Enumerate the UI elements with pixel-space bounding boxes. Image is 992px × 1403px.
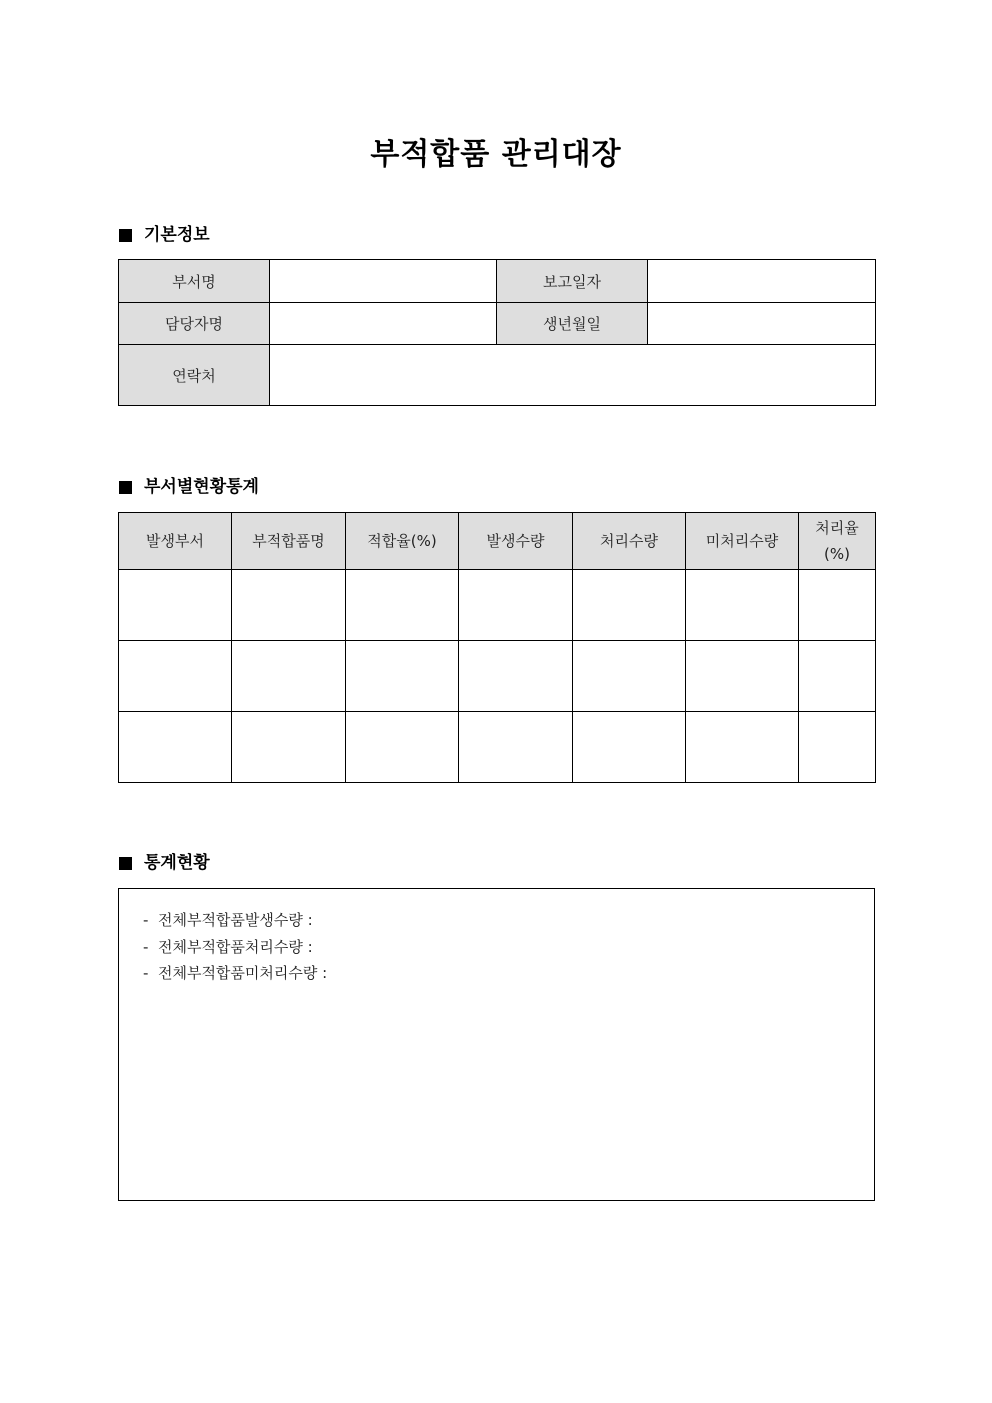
manager-label: 담당자명 <box>119 303 270 345</box>
table-cell[interactable] <box>346 641 459 712</box>
column-header-processing-rate: 처리율(%) <box>799 513 876 570</box>
table-cell[interactable] <box>346 570 459 641</box>
square-bullet-icon <box>119 857 132 870</box>
birth-date-label: 생년월일 <box>497 303 648 345</box>
summary-box[interactable] <box>118 888 875 1201</box>
report-date-label: 보고일자 <box>497 260 648 303</box>
dash-bullet: - <box>143 911 149 929</box>
summary-label: 전체부적합품처리수량 <box>157 937 303 956</box>
basic-info-table <box>118 259 876 406</box>
table-row <box>119 260 876 303</box>
column-header-item-name: 부적합품명 <box>232 513 346 570</box>
square-bullet-icon <box>119 229 132 242</box>
table-cell[interactable] <box>573 570 686 641</box>
separator: : <box>322 964 328 982</box>
section-heading-summary <box>119 851 210 875</box>
column-header-department: 발생부서 <box>119 513 232 570</box>
table-row <box>119 570 876 641</box>
table-row <box>119 303 876 345</box>
table-cell[interactable] <box>459 570 573 641</box>
summary-item-total-unprocessed <box>143 960 874 987</box>
table-cell[interactable] <box>119 712 232 783</box>
table-cell[interactable] <box>799 570 876 641</box>
separator: : <box>307 911 313 929</box>
section-heading-basic-info <box>119 223 210 247</box>
summary-item-total-occurrence <box>143 907 874 934</box>
report-date-field[interactable] <box>648 260 876 303</box>
table-cell[interactable] <box>119 570 232 641</box>
table-cell[interactable] <box>459 712 573 783</box>
table-cell[interactable] <box>799 641 876 712</box>
document-title: 부적합품 관리대장 <box>370 137 622 172</box>
table-cell[interactable] <box>346 712 459 783</box>
table-cell[interactable] <box>799 712 876 783</box>
table-cell[interactable] <box>232 570 346 641</box>
birth-date-field[interactable] <box>648 303 876 345</box>
table-cell[interactable] <box>232 712 346 783</box>
department-stats-table <box>118 512 876 783</box>
contact-field[interactable] <box>270 345 876 406</box>
summary-item-total-processed <box>143 934 874 961</box>
square-bullet-icon <box>119 481 132 494</box>
separator: : <box>307 937 313 956</box>
table-row <box>119 345 876 406</box>
dash-bullet: - <box>143 964 149 982</box>
department-label: 부서명 <box>119 260 270 303</box>
department-field[interactable] <box>270 260 497 303</box>
section-heading-text: 기본정보 <box>144 225 210 245</box>
table-cell[interactable] <box>232 641 346 712</box>
summary-label: 전체부적합품발생수량 <box>157 911 303 929</box>
column-header-occurrence-qty: 발생수량 <box>459 513 573 570</box>
table-cell[interactable] <box>573 712 686 783</box>
column-header-processed-qty: 처리수량 <box>573 513 686 570</box>
table-row <box>119 712 876 783</box>
section-heading-text: 부서별현황통계 <box>144 477 259 497</box>
table-cell[interactable] <box>686 712 799 783</box>
table-cell[interactable] <box>686 570 799 641</box>
column-header-unprocessed-qty: 미처리수량 <box>686 513 799 570</box>
table-header-row <box>119 513 876 570</box>
table-cell[interactable] <box>119 641 232 712</box>
section-heading-text: 통계현황 <box>144 853 210 873</box>
manager-field[interactable] <box>270 303 497 345</box>
summary-label: 전체부적합품미처리수량 <box>157 964 318 982</box>
contact-label: 연락처 <box>119 345 270 406</box>
summary-list <box>119 889 874 987</box>
column-header-conformity-rate: 적합율(%) <box>346 513 459 570</box>
section-heading-department-stats <box>119 475 259 499</box>
table-cell[interactable] <box>686 641 799 712</box>
table-cell[interactable] <box>573 641 686 712</box>
table-row <box>119 641 876 712</box>
dash-bullet: - <box>143 937 149 956</box>
table-cell[interactable] <box>459 641 573 712</box>
